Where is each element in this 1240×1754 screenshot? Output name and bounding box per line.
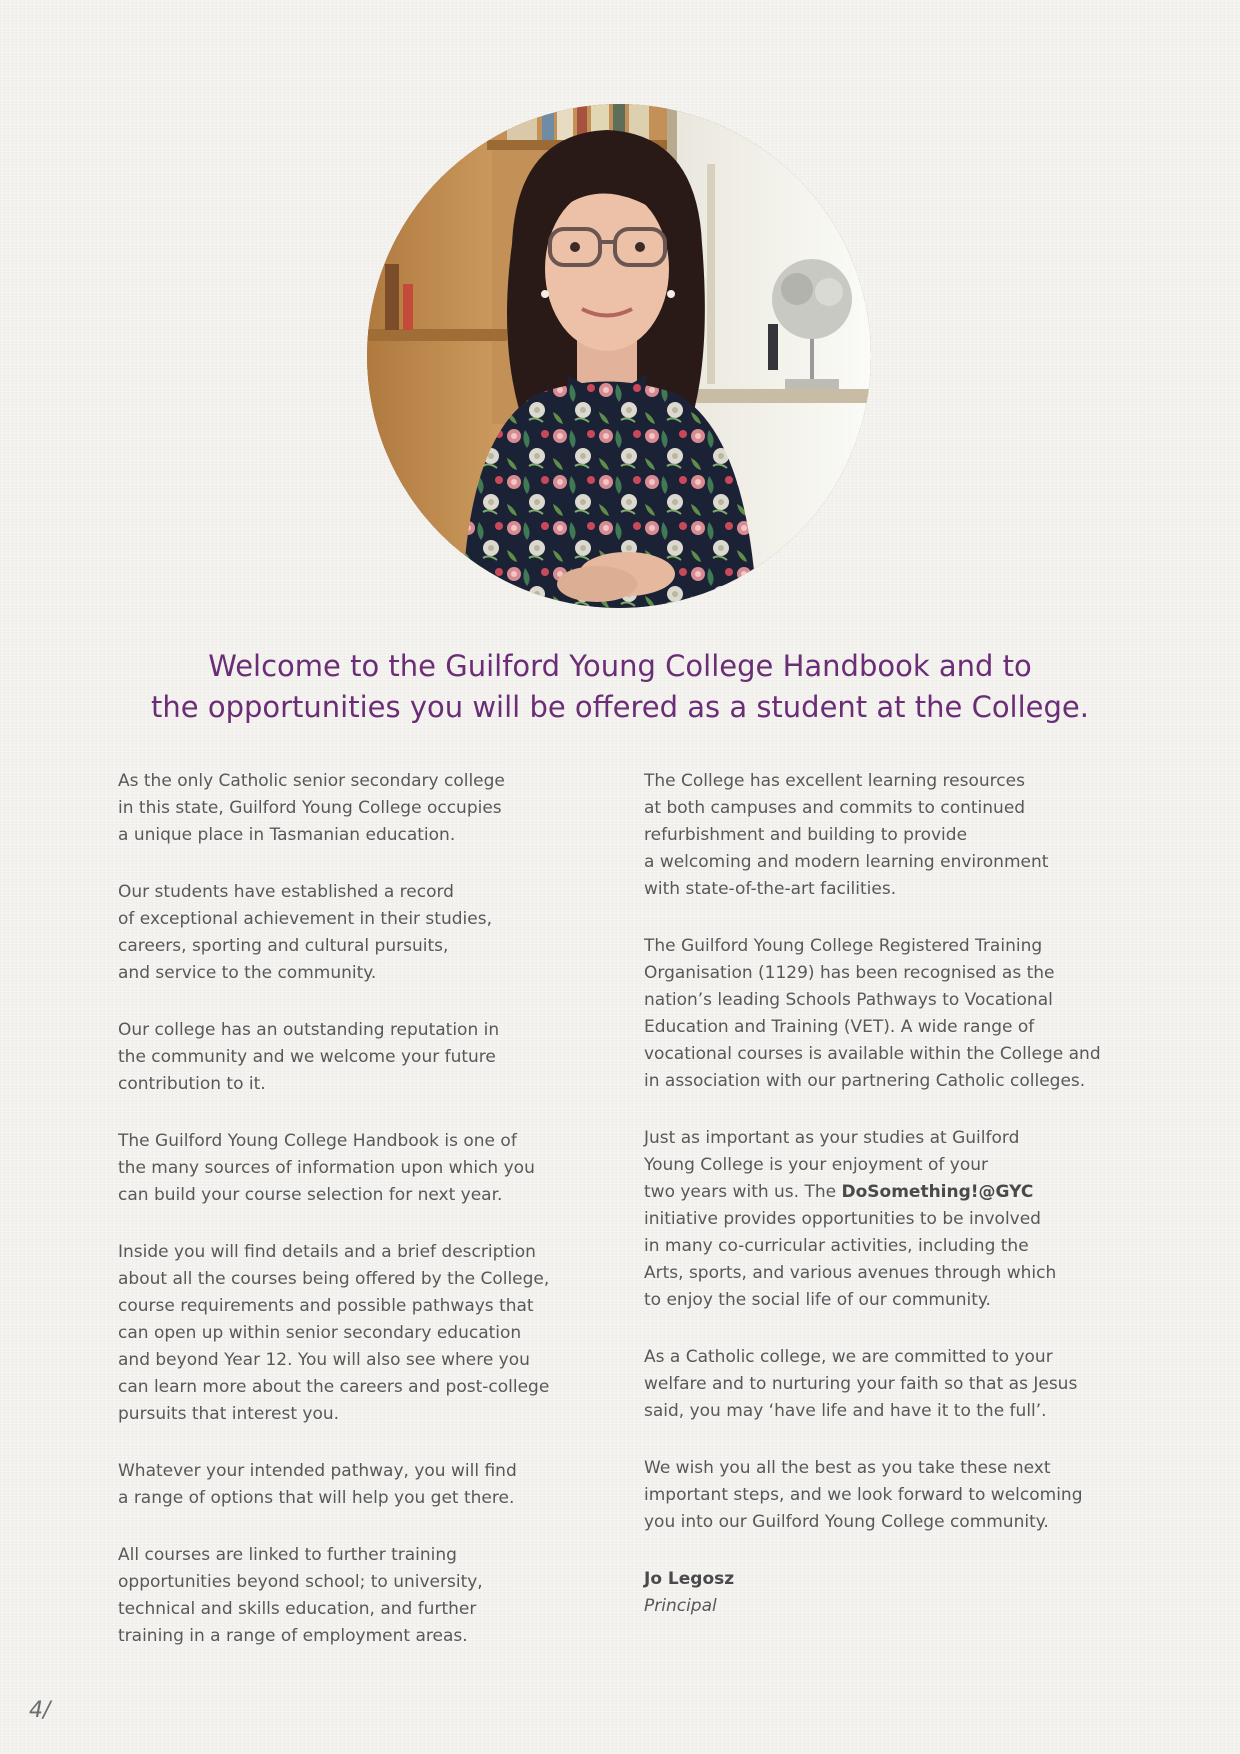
signature-block: [644, 1566, 1134, 1620]
left-paragraph-3: Our college has an outstanding reputation in the community and we welcome your future contribution to it.: [118, 1020, 500, 1094]
right-paragraph-1: The College has excellent learning resources at both campuses and commits to continued refurbishment and building to provide a welcoming and modern learning environment with state-of-the-art facilities.: [644, 771, 1049, 899]
portrait-illustration: [367, 104, 871, 608]
right-text-column: [644, 768, 1134, 1620]
right-paragraph-3-start: Just as important as your studies at Guilford Young College is your enjoyment of your two years with us. The: [644, 1128, 1020, 1202]
right-paragraph-3-end: initiative provides opportunities to be involved in many co-curricular activities, including the Arts, sports, and various avenues through which to enjoy the social life of our community.: [644, 1209, 1057, 1310]
page-number: 4/: [29, 1698, 51, 1723]
left-paragraph-4: The Guilford Young College Handbook is one of the many sources of information upon which you can build your course selection for next year.: [118, 1131, 535, 1205]
principal-portrait-photo: [367, 104, 871, 608]
left-paragraph-5: Inside you will find details and a brief description about all the courses being offered by the College, course requirements and possible pathways that can open up within senior secondary education and beyond Year 12. You will also see where you can learn more about the careers and post-college pursuits that interest you.: [118, 1242, 550, 1424]
left-paragraph-7: All courses are linked to further training opportunities beyond school; to university, technical and skills education, and further training in a range of employment areas.: [118, 1545, 483, 1646]
welcome-heading: [60, 646, 1180, 728]
right-paragraph-5: We wish you all the best as you take these next important steps, and we look forward to welcoming you into our Guilford Young College community.: [644, 1458, 1083, 1532]
signature-title: Principal: [644, 1596, 717, 1616]
left-paragraph-2: Our students have established a record of exceptional achievement in their studies, careers, sporting and cultural pursuits, and service to the community.: [118, 882, 492, 983]
left-text-column: [118, 768, 603, 1680]
left-paragraph-1: As the only Catholic senior secondary college in this state, Guilford Young College occupies a unique place in Tasmanian education.: [118, 771, 505, 845]
welcome-heading-line-2: the opportunities you will be offered as a student at the College.: [151, 690, 1089, 724]
right-paragraph-4: As a Catholic college, we are committed to your welfare and to nurturing your faith so that as Jesus said, you may ‘have life and have it to the full’.: [644, 1347, 1078, 1421]
signature-name: Jo Legosz: [644, 1569, 735, 1589]
right-paragraph-3: [644, 1125, 1134, 1314]
left-paragraph-6: Whatever your intended pathway, you will find a range of options that will help you get there.: [118, 1461, 517, 1508]
welcome-heading-line-1: Welcome to the Guilford Young College Handbook and to: [208, 649, 1032, 683]
dosomething-initiative-name: DoSomething!@GYC: [841, 1182, 1034, 1202]
right-paragraph-2: The Guilford Young College Registered Training Organisation (1129) has been recognised as the nation’s leading Schools Pathways to Vocational Education and Training (VET). A wide range of vocational courses is available within the College and in association with our partnering Catholic colleges.: [644, 936, 1101, 1091]
